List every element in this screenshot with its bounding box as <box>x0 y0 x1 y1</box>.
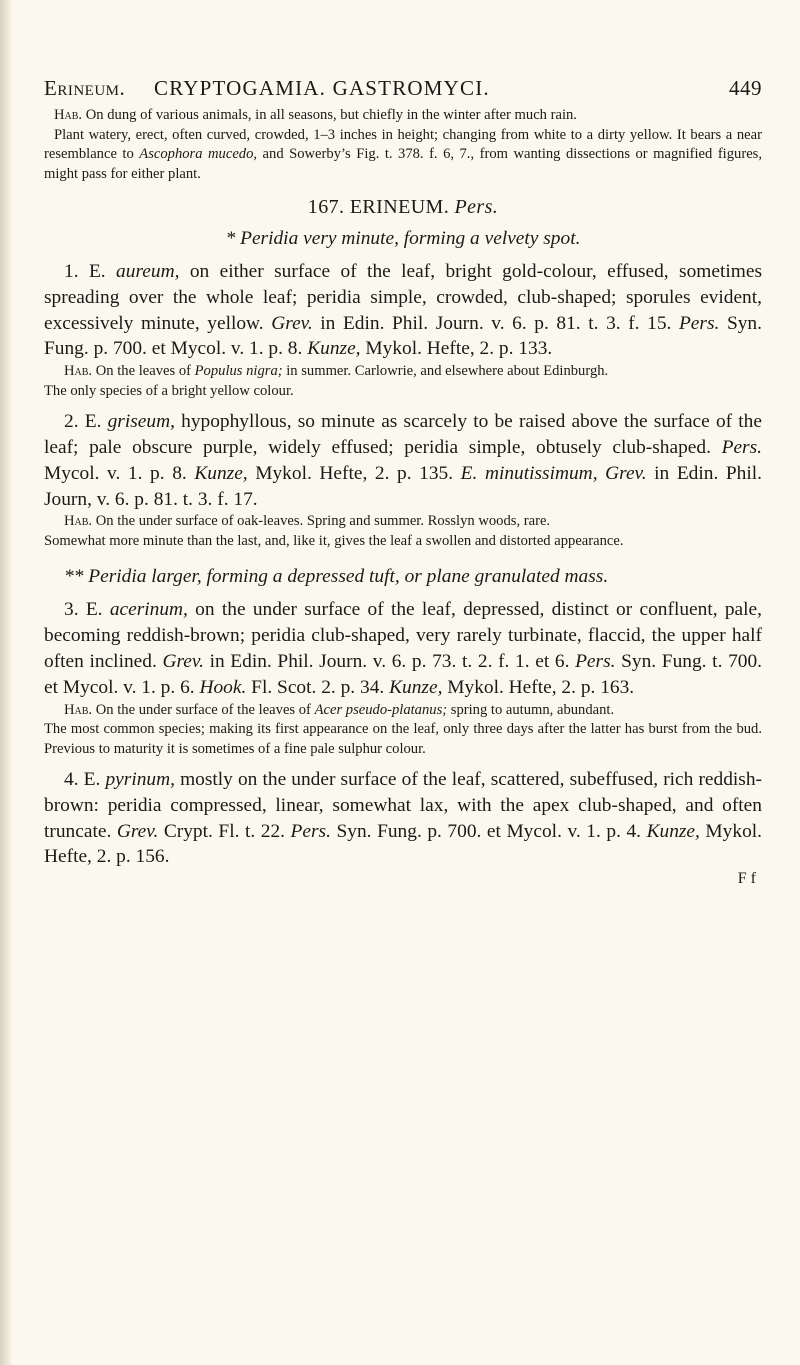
running-head <box>44 76 762 106</box>
species-desc: mostly on the under surface of the leaf, scattered, subeffused, rich reddish-brown: peridia compressed, linear, somewhat lax, with the apex club-shaped, and often truncate. <box>44 769 762 842</box>
species-4 <box>44 767 762 870</box>
species-number: 4. E. <box>64 769 101 791</box>
signature-mark: F f <box>737 870 756 888</box>
species-2-habitat <box>44 512 762 532</box>
reference-text: in Edin. Phil. Journ. v. 6. p. 81. t. 3. f. 15. <box>312 312 679 334</box>
reference-text: Syn. Fung. p. 700. et Mycol. v. 1. p. 4. <box>330 820 647 842</box>
genus-heading <box>44 196 762 219</box>
genus-number: 167. <box>307 196 345 218</box>
species-name: acerinum, <box>109 599 188 621</box>
hab-taxon: Acer pseudo-platanus; <box>314 701 448 718</box>
reference-author: Grev. <box>271 312 313 334</box>
reference-text: Mykol. Hefte, 2. p. 135. <box>247 462 461 484</box>
species-3-habitat <box>44 701 762 721</box>
reference-text: Mykol. Hefte, 2. p. 133. <box>360 338 553 360</box>
species-number: 1. E. <box>64 261 106 282</box>
intro-plant-note <box>44 126 762 185</box>
reference-text: Crypt. Fl. t. 22. <box>158 820 291 842</box>
hab-text: in summer. Carlowrie, and elsewhere about Edinburgh. <box>282 363 609 380</box>
genus-name: ERINEUM. <box>349 196 450 218</box>
hab-label: Hab. <box>54 107 83 123</box>
reference-author: Kunze, <box>646 820 700 842</box>
species-desc: on the under surface of the leaf, depressed, distinct or confluent, pale, becoming reddish-brown; peridia club-shaped, very rarely turbinate, flaccid, the upper half often inclined. <box>44 599 762 672</box>
species-1 <box>44 259 762 362</box>
reference-text: in Edin. Phil. Journ, v. 6. p. 81. t. 3. f. 17. <box>44 462 762 510</box>
reference-author: Pers. <box>575 650 616 672</box>
reference-author: Pers. <box>290 820 331 842</box>
reference-text: in Edin. Phil. Journ. v. 6. p. 73. t. 2. f. 1. et 6. <box>203 650 576 672</box>
plant-taxon: Ascophora mucedo, <box>139 146 258 162</box>
reference-author: Kunze, <box>389 676 443 698</box>
running-head-genus: Erineum. <box>44 76 126 100</box>
reference-author: Pers. <box>721 436 762 458</box>
section-heading-1: * Peridia very minute, forming a velvety spot. <box>225 228 581 249</box>
reference-text: Syn. Fung. t. 700. et Mycol. v. 1. p. 6. <box>44 650 763 698</box>
reference-author: E. minutissimum, Grev. <box>460 462 647 484</box>
species-number: 2. E. <box>64 411 102 433</box>
running-head-title: CRYPTOGAMIA. GASTROMYCI. <box>154 76 490 100</box>
reference-text: Mykol. Hefte, 2. p. 163. <box>442 676 635 698</box>
reference-text: Fl. Scot. 2. p. 34. <box>246 676 390 698</box>
page-binding-shadow <box>0 0 12 1365</box>
species-1-habitat <box>44 362 762 382</box>
hab-label: Hab. <box>64 701 93 718</box>
hab-label: Hab. <box>64 363 93 380</box>
hab-text: On the under surface of oak-leaves. Spring and summer. Rosslyn woods, rare. <box>95 513 551 530</box>
hab-text: On the leaves of <box>95 363 195 380</box>
species-number: 3. E. <box>64 599 103 621</box>
reference-text: Mykol. Hefte, 2. p. 156. <box>44 820 762 868</box>
species-3 <box>44 597 762 700</box>
species-name: griseum, <box>107 411 175 433</box>
reference-text: Mycol. v. 1. p. 8. <box>44 462 195 484</box>
species-2 <box>44 409 762 512</box>
species-1-note: The only species of a bright yellow colour. <box>44 382 294 399</box>
intro-hab-text: On dung of various animals, in all seasons, but chiefly in the winter after much rain. <box>85 107 577 123</box>
species-name: aureum, <box>116 261 180 282</box>
reference-author: Kunze, <box>194 462 248 484</box>
reference-author: Kunze, <box>307 338 361 360</box>
species-desc: on either surface of the leaf, bright gold-colour, effused, sometimes spreading over the whole leaf; peridia simple, crowded, club-shaped; sporules evident, excessively minute, yellow. <box>44 261 762 334</box>
section-heading-2: ** Peridia larger, forming a depressed tuft, or plane granulated mass. <box>64 566 609 588</box>
reference-author: Hook. <box>199 676 247 698</box>
reference-text: Syn. Fung. p. 700. et Mycol. v. 1. p. 8. <box>44 312 762 360</box>
species-name: pyrinum, <box>105 769 175 791</box>
species-3-note: The most common species; making its first appearance on the leaf, only three days after the latter has burst from the bud. Previous to maturity it is sometimes of a fine pale sulphur colour. <box>44 721 762 757</box>
intro-habitat <box>44 106 762 126</box>
page-number: 449 <box>729 76 762 100</box>
species-2-note: Somewhat more minute than the last, and, like it, gives the leaf a swollen and distorted appearance. <box>44 532 624 549</box>
hab-text: On the under surface of the leaves of <box>95 701 315 718</box>
reference-author: Grev. <box>162 650 204 672</box>
plant-note-b: and Sowerby’s Fig. t. 378. f. 6, 7., from wanting dissections or magnified figures, might pass for either plant. <box>44 146 762 182</box>
book-page <box>44 76 762 904</box>
plant-note-a: Plant watery, erect, often curved, crowded, 1–3 inches in height; changing from white to a dirty yellow. It bears a near resemblance to <box>44 126 762 162</box>
genus-author: Pers. <box>454 196 499 218</box>
hab-label: Hab. <box>64 513 93 530</box>
hab-taxon: Populus nigra; <box>194 363 283 380</box>
hab-text: spring to autumn, abundant. <box>447 701 615 718</box>
species-desc: hypophyllous, so minute as scarcely to be raised above the surface of the leaf; pale obscure purple, widely effused; peridia simple, obtusely club-shaped. <box>44 411 762 458</box>
reference-author: Pers. <box>678 312 720 334</box>
reference-author: Grev. <box>116 820 159 842</box>
